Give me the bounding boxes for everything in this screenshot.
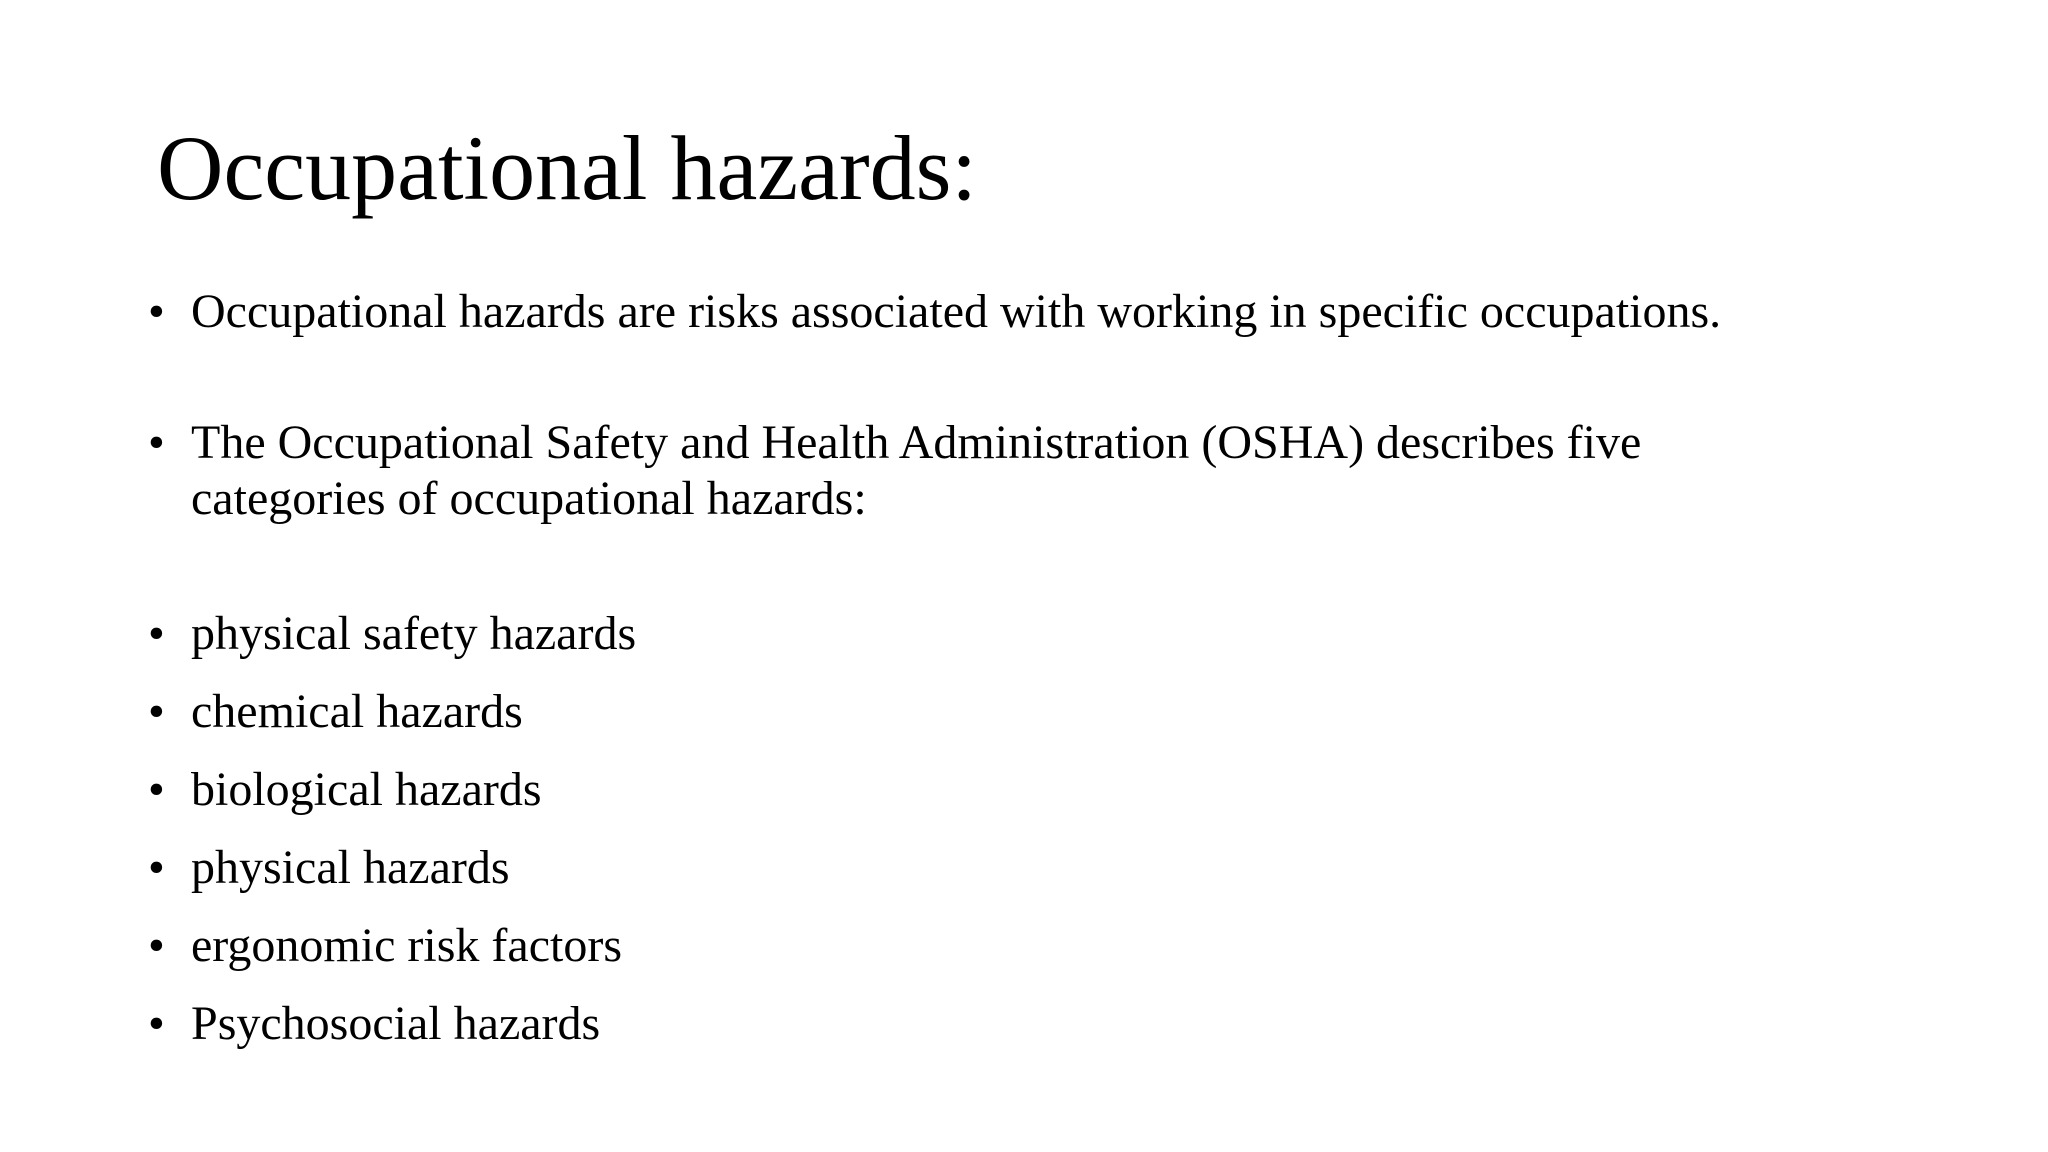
bullet-text: physical safety hazards <box>191 607 637 660</box>
bullet-text: physical hazards <box>191 841 510 894</box>
bullet-dot: • <box>148 607 165 660</box>
bullet-item <box>148 840 510 896</box>
bullet-dot: • <box>148 416 165 469</box>
bullet-item <box>148 918 622 974</box>
bullet-dot: • <box>148 763 165 816</box>
bullet-text: ergonomic risk factors <box>191 919 622 972</box>
bullet-dot: • <box>148 685 165 738</box>
bullet-text: Psychosocial hazards <box>191 997 601 1050</box>
bullet-text: biological hazards <box>191 763 542 816</box>
bullet-item <box>148 996 600 1052</box>
bullet-dot: • <box>148 285 165 338</box>
bullet-item <box>148 762 542 818</box>
bullet-dot: • <box>148 841 165 894</box>
bullet-dot: • <box>148 919 165 972</box>
bullet-item <box>148 415 1808 527</box>
bullet-text: The Occupational Safety and Health Administration (OSHA) describes five categories of occupational hazards: <box>191 416 1642 525</box>
bullet-text: chemical hazards <box>191 685 523 738</box>
bullet-item <box>148 684 523 740</box>
bullet-text: Occupational hazards are risks associated with working in specific occupations. <box>191 285 1722 338</box>
slide-title: Occupational hazards: <box>157 117 977 219</box>
bullet-item <box>148 284 1988 340</box>
bullet-dot: • <box>148 997 165 1050</box>
bullet-item <box>148 606 636 662</box>
